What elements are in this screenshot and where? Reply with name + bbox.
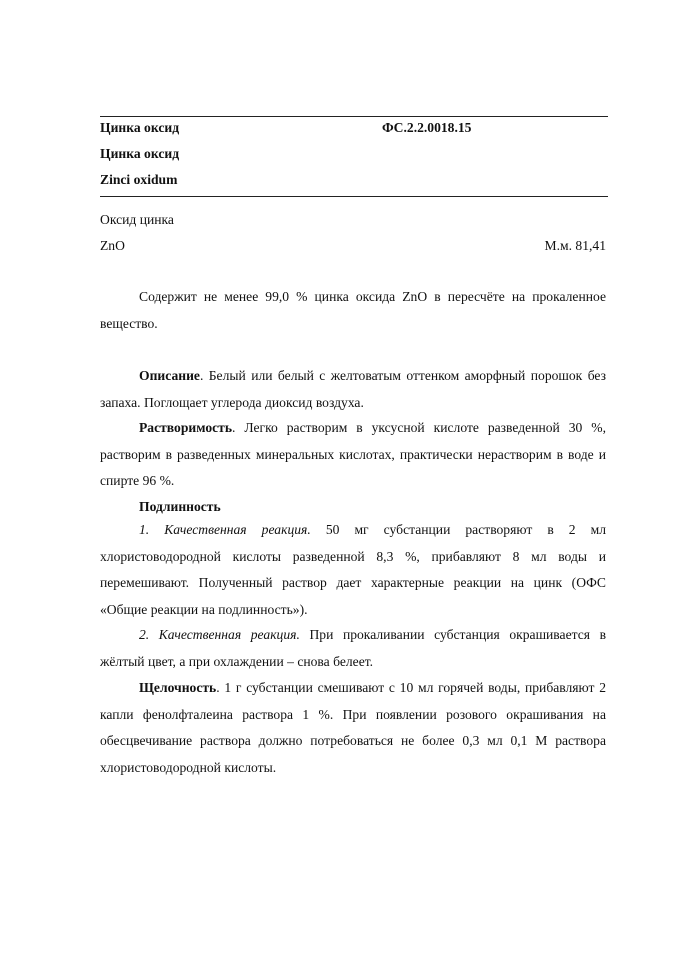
description-label: Описание [139,368,200,383]
description-text: . Белый или белый с желтоватым оттенком аморфный порошок без запаха. Поглощает углерода диоксид воздуха. [100,368,606,410]
alkalinity-label: Щелочность [139,680,217,695]
monograph-title-ru: Цинка оксид [100,120,180,135]
solubility-text: . Легко растворим в уксусной кислоте разведенной 30 %, растворим в разведенных минеральных кислотах, практически нерастворим в воде и спирте 96 %. [100,420,606,488]
identity-test-1-paragraph [100,517,606,623]
identity-test-2-label: 2. Качественная реакция. [139,627,300,642]
identity-test-1-label: 1. Качественная реакция. [139,522,311,537]
identity-test-1-text: 50 мг субстанции растворяют в 2 мл хлористоводородной кислоты разведенной 8,3 %, прибавляют 8 мл воды и перемешивают. Полученный раствор дает характерные реакции на цинк (ОФС «Общие реакции на подлинность»). [100,522,607,617]
molar-mass: М.м. 81,41 [544,238,606,253]
monograph-title-latin: Zinci oxidum [100,172,178,187]
monograph-title-ru-secondary: Цинка оксид [100,146,180,161]
compound-formula: ZnO [100,238,125,253]
identity-heading: Подлинность [139,499,221,514]
assay-paragraph [100,284,606,337]
solubility-paragraph [100,415,606,495]
assay-text: Содержит не менее 99,0 % цинка оксида ZnO в пересчёте на прокаленное вещество. [100,289,606,331]
description-paragraph [100,363,606,416]
solubility-label: Растворимость [139,420,233,435]
monograph-code: ФС.2.2.0018.15 [382,120,472,135]
identity-test-2-text: При прокаливании субстанция окрашивается в жёлтый цвет, а при охлаждении – снова белеет. [100,627,607,669]
alkalinity-text: . 1 г субстанции смешивают с 10 мл горячей воды, прибавляют 2 капли фенолфталеина раствора 1 %. При появлении розового окрашивания на обесцвечивание раствора должно потребоваться не более 0,3 мл 0,1 М раствора хлористоводородной кислоты. [100,680,606,775]
alkalinity-paragraph [100,675,606,781]
header-top-rule [100,116,608,117]
identity-test-2-paragraph [100,622,606,675]
header-bottom-rule [100,196,608,197]
compound-name: Оксид цинка [100,212,174,227]
